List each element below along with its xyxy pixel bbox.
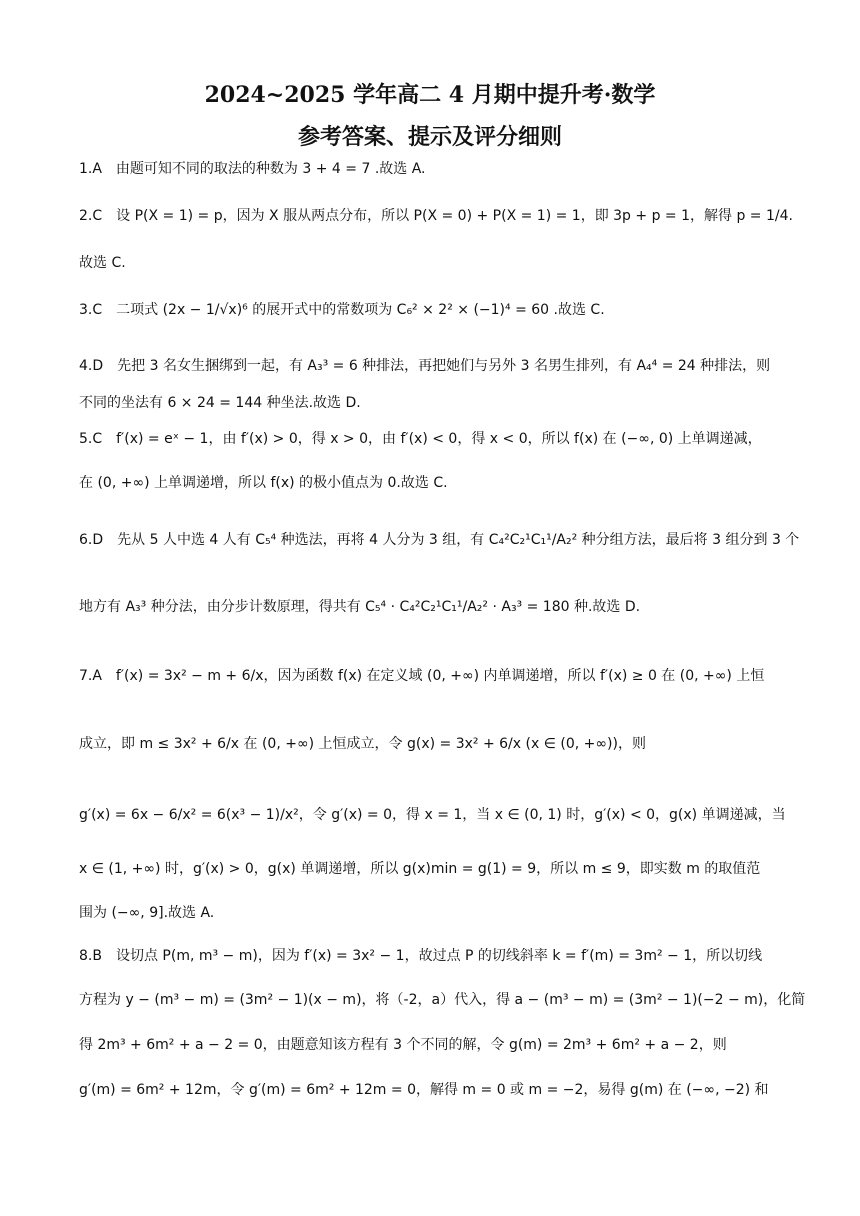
answer-line: 围为 (−∞, 9].故选 A. xyxy=(79,905,215,921)
answer-line: 5.C f′(x) = eˣ − 1，由 f′(x) > 0，得 x > 0，由 f′(x) < 0，得 x < 0，所以 f(x) 在 (−∞, 0) 上单调递减， xyxy=(79,431,762,447)
answer-line: g′(m) = 6m² + 12m，令 g′(m) = 6m² + 12m = 0，解得 m = 0 或 m = −2，易得 g(m) 在 (−∞, −2) 和 xyxy=(79,1082,769,1098)
answer-line: 方程为 y − (m³ − m) = (3m² − 1)(x − m)，将（-2，a）代入，得 a − (m³ − m) = (3m² − 1)(−2 − m)，化简 xyxy=(79,992,806,1008)
answer-line: 得 2m³ + 6m² + a − 2 = 0，由题意知该方程有 3 个不同的解，令 g(m) = 2m³ + 6m² + a − 2，则 xyxy=(79,1037,727,1053)
answer-line: 3.C 二项式 (2x − 1/√x)⁶ 的展开式中的常数项为 C₆² × 2² × (−1)⁴ = 60 .故选 C. xyxy=(79,302,605,318)
answer-line: 2.C 设 P(X = 1) = p，因为 X 服从两点分布，所以 P(X = 0) + P(X = 1) = 1，即 3p + p = 1，解得 p = 1/4. xyxy=(79,208,793,224)
answer-line: x ∈ (1, +∞) 时，g′(x) > 0，g(x) 单调递增，所以 g(x)min = g(1) = 9，所以 m ≤ 9，即实数 m 的取值范 xyxy=(79,861,761,877)
answer-line: 不同的坐法有 6 × 24 = 144 种坐法.故选 D. xyxy=(79,395,361,411)
document-subtitle: 参考答案、提示及评分细则 xyxy=(297,124,562,150)
answer-line: 6.D 先从 5 人中选 4 人有 C₅⁴ 种选法，再将 4 人分为 3 组，有 C₄²C₂¹C₁¹/A₂² 种分组方法，最后将 3 组分到 3 个 xyxy=(79,532,800,548)
answer-line: 8.B 设切点 P(m, m³ − m)，因为 f′(x) = 3x² − 1，故过点 P 的切线斜率 k = f′(m) = 3m² − 1，所以切线 xyxy=(79,948,763,964)
answer-line: 地方有 A₃³ 种分法，由分步计数原理，得共有 C₅⁴ · C₄²C₂¹C₁¹/A₂² · A₃³ = 180 种.故选 D. xyxy=(79,599,641,615)
answer-line: 故选 C. xyxy=(79,255,126,271)
answer-line: 4.D 先把 3 名女生捆绑到一起，有 A₃³ = 6 种排法，再把她们与另外 3 名男生排列，有 A₄⁴ = 24 种排法，则 xyxy=(79,358,771,374)
answer-line: 在 (0, +∞) 上单调递增，所以 f(x) 的极小值点为 0.故选 C. xyxy=(79,475,448,491)
answer-line: g′(x) = 6x − 6/x² = 6(x³ − 1)/x²，令 g′(x) = 0，得 x = 1，当 x ∈ (0, 1) 时，g′(x) < 0，g(x) 单调递减，当 xyxy=(79,807,786,823)
answer-line: 7.A f′(x) = 3x² − m + 6/x，因为函数 f(x) 在定义域 (0, +∞) 内单调递增，所以 f′(x) ≥ 0 在 (0, +∞) 上恒 xyxy=(79,668,765,684)
document-title: 2024~2025 学年高二 4 月期中提升考·数学 xyxy=(204,82,656,108)
answer-line: 成立，即 m ≤ 3x² + 6/x 在 (0, +∞) 上恒成立，令 g(x) = 3x² + 6/x (x ∈ (0, +∞))，则 xyxy=(79,736,646,752)
answer-line: 1.A 由题可知不同的取法的种数为 3 + 4 = 7 .故选 A. xyxy=(79,161,426,177)
